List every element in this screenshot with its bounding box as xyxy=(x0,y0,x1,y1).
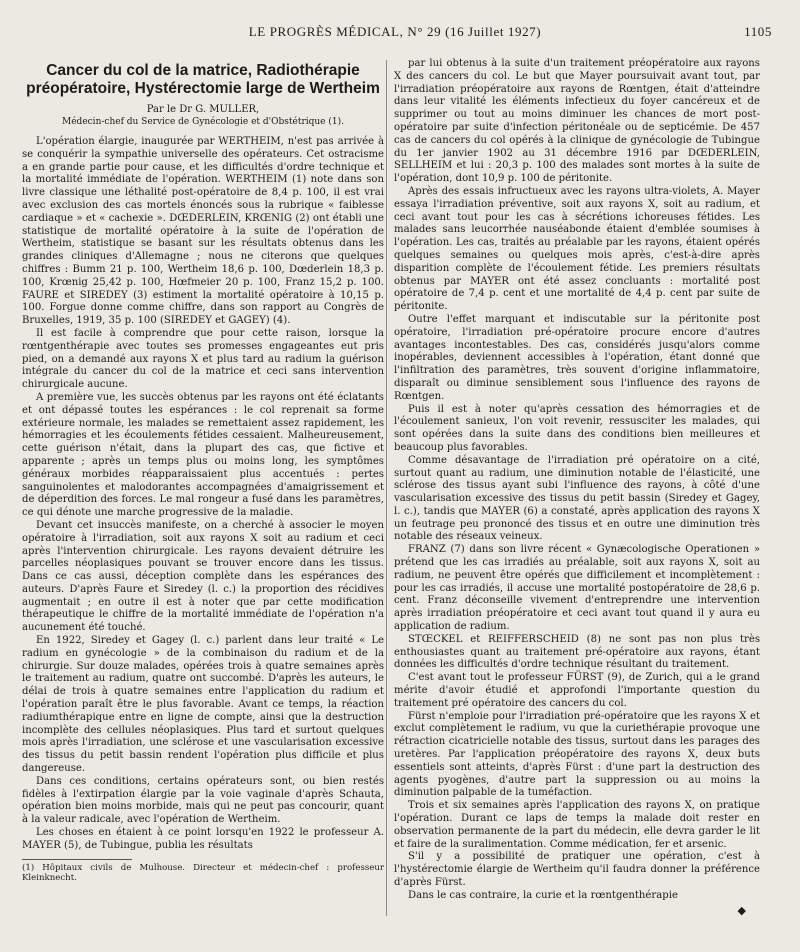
footnote: (1) Hôpitaux civils de Mulhouse. Directeur et médecin-chef : professeur Kleinknecht. xyxy=(22,862,384,883)
paragraph: Puis il est à noter qu'après cessation des hémorragies et de l'écoulement sanieux, l'on voit revenir, ressusciter les malades, qui sont opérées dans la suite dans des conditions bien meilleures et beaucoup plus favorables. xyxy=(394,403,760,453)
paragraph: Les choses en étaient à ce point lorsqu'en 1922 le professeur A. MAYER (5), de Tubingue, publia les résultats xyxy=(22,827,384,851)
paragraph: STŒCKEL et REIFFERSCHEID (8) ne sont pas non plus très enthousiastes quant au traitement pré-opératoire aux rayons, étant données les difficultés d'ordre technique résultant du traitement. xyxy=(394,633,760,671)
paragraph: S'il y a possibilité de pratiquer une opération, c'est à l'hystérectomie élargie de Wertheim qu'il faudra donner la préférence d'après Fürst. xyxy=(394,851,760,888)
paragraph: Devant cet insuccès manifeste, on a cherché à associer le moyen opératoire à l'irradiation, soit aux rayons X soit au radium et ceci après l'intervention chirurgicale. Les rayons devaient détruire les parcelles néoplasiques pouvant se trouver encore dans les tissus. Dans ce cas aussi, déception complète dans les espérances des auteurs. D'après Faure et Siredey (l. c.) la proportion des récidives augmentait ; en outre il est à noter que par cette modification thérapeutique le chiffre de la mortalité immédiate de l'opération n'a aucunement été touché. xyxy=(22,519,384,634)
paragraph: C'est avant tout le professeur FÜRST (9), de Zurich, qui a le grand mérite d'avoir étudié et approfondi l'importante question du traitement pré opératoire des cancers du col. xyxy=(394,672,760,709)
paragraph: Dans le cas contraire, la curie et la rœntgenthérapie xyxy=(408,889,678,901)
paragraph: par lui obtenus à la suite d'un traitement préopératoire aux rayons X des cancers du col. Le but que Mayer poursuivait avant tout, par l'irradiation préopératoire aux rayons de Rœntgen, était d'atteindre dans leur vitalité les éléments infectieux du foyer cancéreux et de supprimer ou tout au moins diminuer les chances de mort post-opératoire par suite d'infection péritonéale ou de septicémie. De 457 cas de cancers du col opérés à la clinique de gynécologie de Tubingue du 1er janvier 1902 au 31 décembre 1916 par DŒDERLEIN, SELLHEIM et lui : 20,3 p. 100 des malades sont mortes à la suite de l'opération, dont 10,9 p. 100 de péritonite. xyxy=(394,58,760,185)
author-affiliation: Médecin-chef du Service de Gynécologie et d'Obstétrique (1). xyxy=(62,117,344,127)
right-column xyxy=(394,58,760,917)
right-body-text xyxy=(394,58,760,903)
paragraph: Il est facile à comprendre que pour cette raison, lorsque la rœntgenthérapie avec toutes ses promesses engageantes eut pris pied, on a demandé aux rayons X et plus tard au radium la guérison intégrale du cancer du col de la matrice et ceci sans intervention chirurgicale aucune. xyxy=(22,327,384,391)
paragraph: Après des essais infructueux avec les rayons ultra-violets, A. Mayer essaya l'irradiation préventive, soit aux rayons X, soit au radium, et ceci avant tout pour les cas à sécrétions ichoreuses fétides. Les malades sans leucorrhée nauséabonde étaient d'emblée soumises à l'opération. Les cas, traités au préalable par les rayons, étaient opérés quelques semaines ou quelques mois après, c'est-à-dire après disparition complète de l'écoulement fétide. Les premiers résultats obtenus par MAYER ont été assez concluants : mortalité post opératoire de 7,4 p. cent et une mortalité de 4,4 p. cent par suite de péritonite. xyxy=(394,185,760,313)
running-header xyxy=(18,24,772,44)
end-ornament: ◆ xyxy=(737,903,746,917)
paragraph: Fürst n'emploie pour l'irradiation pré-opératoire que les rayons X et exclut complètement le radium, vu que la curiethérapie provoque une rétraction cicatricielle notable des tissus, surtout dans les parages des uretères. Par l'application préopératoire des rayons X, deux buts essentiels sont atteints, d'après Fürst : d'une part la destruction des agents pyogènes, d'autre part la suppression ou au moins la diminution palpable de la tuméfaction. xyxy=(394,710,760,799)
paragraph: A première vue, les succès obtenus par les rayons ont été éclatants et ont dépassé toutes les espérances : le col reprenait sa forme extérieure normale, les malades se remettaient assez rapidement, les hémorragies et les écoulements fétides cessaient. Malheureusement, cette guérison n'était, dans la plupart des cas, que fictive et apparente ; après un temps plus ou moins long, les symptômes généraux morbides réapparaissaient plus accentués : pertes sanguinolentes et malodorantes accompagnées d'amaigrissement et de déperdition des forces. Le mal rongeur a fusé dans les paramètres, ce qui dénote une marche progressive de la maladie. xyxy=(22,391,384,519)
paragraph: Comme désavantage de l'irradiation pré opératoire on a cité, surtout quant au radium, une diminution notable de l'élasticité, une sclérose des tissus ayant subi l'influence des rayons, à côté d'une vascularisation excessive des tissus du petit bassin (Siredey et Gagey, l. c.), tandis que MAYER (6) a constaté, après application des rayons X un feutrage peu prononcé des tissus et en outre une diminution très notable des réseaux veineux. xyxy=(394,454,760,543)
footnote-rule xyxy=(22,859,132,860)
paragraph: L'opération élargie, inaugurée par WERTHEIM, n'est pas arrivée à se conquérir la sympathie universelle des opérateurs. Cet ostracisme a en grande partie pour cause, et les difficultés d'ordre technique et la mortalité immédiate de l'opération. WERTHEIM (1) note dans son livre classique une léthalité post-opératoire de 8,4 p. 100, il est vrai avec exclusion des cas mortels énoncés sous la rubrique « faiblesse cardiaque » et « cachexie ». DŒDERLEIN, KRŒNIG (2) ont établi une statistique de mortalité opératoire à la suite de l'opération de Wertheim, statistique se basant sur les résultats obtenus dans les grandes cliniques d'Allemagne ; nous ne citerons que quelques chiffres : Bumm 21 p. 100, Wertheim 18,6 p. 100, Dœderlein 18,3 p. 100, Krœnig 25,42 p. 100, Hœfmeier 20 p. 100, Franz 15,2 p. 100. FAURE et SIREDEY (3) estiment la mortalité opératoire à 10,15 p. 100. Forgue donne comme chiffre, dans son rapport au Congrès de Bruxelles, 1919, 35 p. 100 (SIREDEY et GAGEY) (4). xyxy=(22,136,384,327)
paragraph: En 1922, Siredey et Gagey (l. c.) parlent dans leur traité « Le radium en gynécologie » de la combinaison du radium et de la chirurgie. Sur douze malades, opérées trois à quatre semaines après le traitement au radium, quatre ont succombé. D'après les auteurs, le délai de trois à quatre semaines entre l'application du radium et l'opération paraît être le plus favorable. Avant ce temps, la réaction radiumthérapique entre en ligne de compte, ainsi que la destruction incomplète des cellules néoplasiques. Plus tard et surtout quelques mois après l'irradiation, une sclérose et une vascularisation excessive des tissus du petit bassin rendent l'opération plus difficile et plus dangereuse. xyxy=(22,635,384,775)
paragraph: Trois et six semaines après l'application des rayons X, on pratique l'opération. Durant ce laps de temps la malade doit rester en observation permanente de la part du médecin, elle devra garder le lit et faire de la suralimentation. Comme médication, fer et arsenic. xyxy=(394,800,760,850)
paragraph: Dans ces conditions, certains opérateurs sont, ou bien restés fidèles à l'extirpation élargie par la voie vaginale d'après Schauta, opération bien moins morbide, mais qui ne peut pas concourir, quant à la valeur radicale, avec l'opération de Wertheim. xyxy=(22,775,384,826)
page-number: 1105 xyxy=(744,24,772,39)
column-divider xyxy=(386,60,387,916)
left-column xyxy=(22,58,384,883)
article-title: Cancer du col de la matrice, Radiothérapie préopératoire, Hystérectomie large de Wertheim xyxy=(26,62,380,97)
article-byline: Par le Dr G. MULLER, xyxy=(146,104,260,115)
journal-title: LE PROGRÈS MÉDICAL, N° 29 (16 Juillet 1927) xyxy=(248,24,542,39)
paragraph: Outre l'effet marquant et indiscutable sur la péritonite post opératoire, l'irradiation pré-opératoire procure encore d'autres avantages incontestables. Des cas, considérés jusqu'alors comme inopérables, deviennent accessibles à l'opération, étant donné que l'infiltration des paramètres, très souvent d'origine inflammatoire, disparaît ou diminue sensiblement sous l'influence des rayons de Rœntgen. xyxy=(394,313,760,402)
left-body-text xyxy=(22,136,384,853)
paragraph: FRANZ (7) dans son livre récent « Gynæcologische Operationen » prétend que les cas irradiés au préalable, soit aux rayons X, soit au radium, ne peuvent être opérés que difficilement et incomplètement : pour les cas irradiés, il accuse une mortalité postopératoire de 28,6 p. cent. Franz déconseille vivement d'entreprendre une intervention après irradiation préopératoire et ceci avant tout quand il y aura eu application de radium. xyxy=(394,544,760,633)
